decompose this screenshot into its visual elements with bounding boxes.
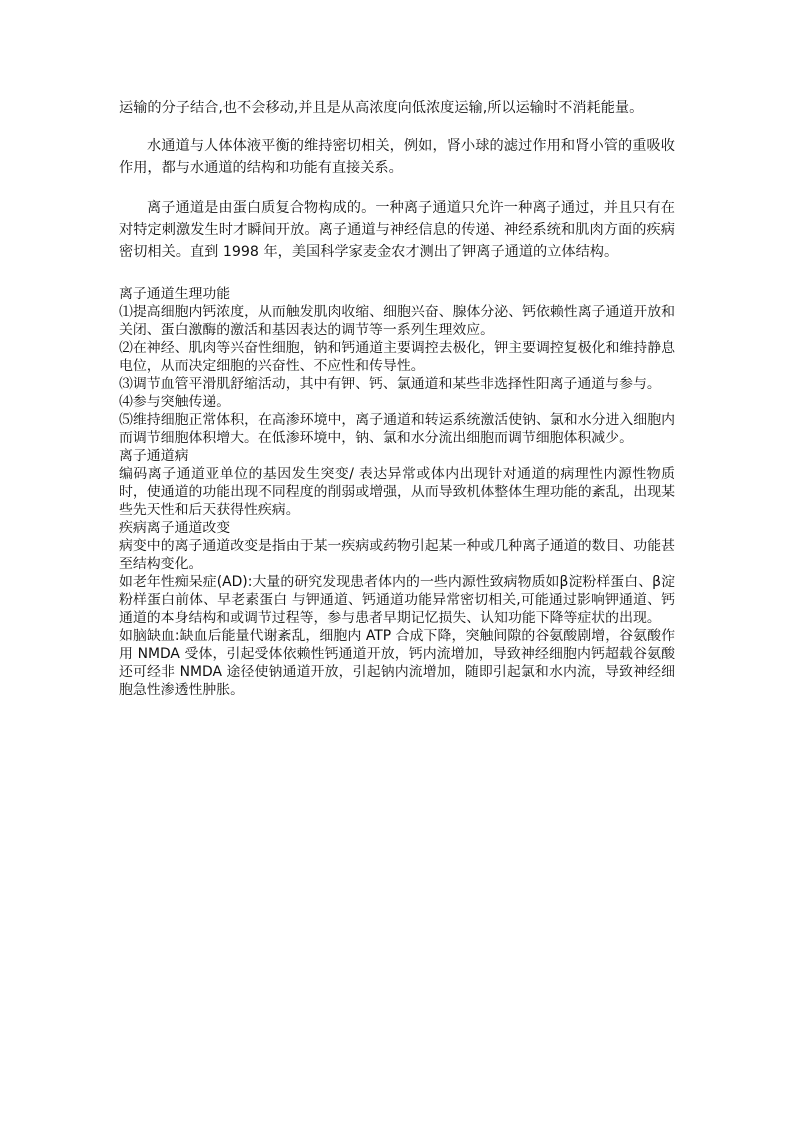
alzheimer-paragraph: 如老年性痴呆症(AD):大量的研究发现患者体内的一些内源性致病物质如β淀粉样蛋白、β淀粉样蛋白前体、早老素蛋白 与钾通道、钙通道功能异常密切相关,可能通过影响钾通道、钙通道的本身结构和或调节过程等，参与患者早期记忆损失、认知功能下降等症状的出现。 [119, 574, 675, 626]
ion-channel-paragraph: 离子通道是由蛋白质复合物构成的。一种离子通道只允许一种离子通过，并且只有在对特定刺激发生时才瞬间开放。离子通道与神经信息的传递、神经系统和肌肉方面的疾病密切相关。直到 1998 年，美国科学家麦金农才测出了钾离子通道的立体结构。 [119, 200, 675, 260]
water-channel-paragraph: 水通道与人体体液平衡的维持密切相关，例如，肾小球的滤过作用和肾小管的重吸收作用，都与水通道的结构和功能有直接关系。 [119, 138, 675, 176]
disease-heading: 离子通道病 [119, 448, 189, 464]
physiology-item-4: ⑷参与突触传递。 [119, 394, 231, 410]
physiology-item-5: ⑸维持细胞正常体积，在高渗环境中，离子通道和转运系统激活使钠、氯和水分进入细胞内而调节细胞体积增大。在低渗环境中，钠、氯和水分流出细胞而调节细胞体积减少。 [119, 412, 675, 446]
intro-continuation: 运输的分子结合,也不会移动,并且是从高浓度向低浓度运输,所以运输时不消耗能量。 [119, 100, 644, 116]
ischemia-paragraph: 如脑缺血:缺血后能量代谢紊乱，细胞内 ATP 合成下降，突触间隙的谷氨酸剧增，谷氨酸作用 NMDA 受体，引起受体依赖性钙通道开放，钙内流增加，导致神经细胞内钙超载谷氨酸还可经非 NMDA 途径使钠通道开放，引起钠内流增加，随即引起氯和水内流，导致神经细胞急性渗透性肿胀。 [119, 628, 675, 698]
ion-channel-details [119, 285, 675, 699]
physiology-item-2: ⑵在神经、肌肉等兴奋性细胞，钠和钙通道主要调控去极化，钾主要调控复极化和维持静息电位，从而决定细胞的兴奋性、不应性和传导性。 [119, 340, 675, 374]
physiology-item-3: ⑶调节血管平滑肌舒缩活动，其中有钾、钙、氯通道和某些非选择性阳离子通道与参与。 [119, 376, 661, 392]
disease-paragraph: 编码离子通道亚单位的基因发生突变/ 表达异常或体内出现针对通道的病理性内源性物质时，使通道的功能出现不同程度的削弱或增强，从而导致机体整体生理功能的紊乱，出现某些先天性和后天获得性疾病。 [119, 466, 675, 518]
physiology-heading: 离子通道生理功能 [119, 286, 231, 302]
changes-paragraph: 病变中的离子通道改变是指由于某一疾病或药物引起某一种或几种离子通道的数目、功能甚至结构变化。 [119, 538, 675, 572]
changes-heading: 疾病离子通道改变 [119, 520, 231, 536]
document-page [119, 97, 675, 699]
physiology-item-1: ⑴提高细胞内钙浓度，从而触发肌肉收缩、细胞兴奋、腺体分泌、钙依赖性离子通道开放和关闭、蛋白激酶的激活和基因表达的调节等一系列生理效应。 [119, 304, 675, 338]
